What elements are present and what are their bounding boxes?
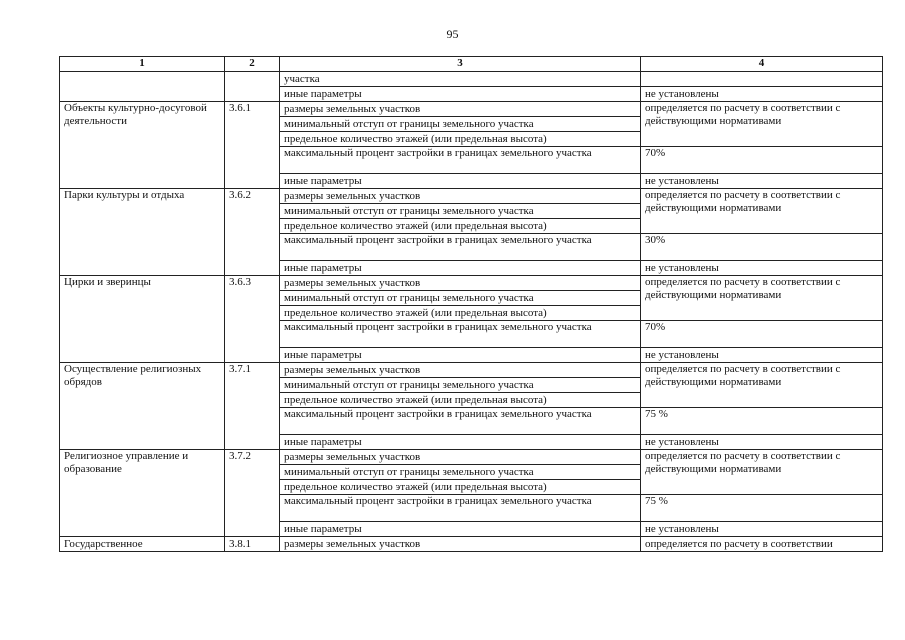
param-cell: минимальный отступ от границы земельного участка xyxy=(280,117,641,132)
value-cell: 75 % xyxy=(641,495,883,522)
table-row xyxy=(60,450,883,465)
use-type-code: 3.7.2 xyxy=(225,450,280,537)
use-type-name: Цирки и зверинцы xyxy=(60,276,225,363)
header-row xyxy=(60,57,883,72)
value-cell: 70% xyxy=(641,147,883,174)
table-row xyxy=(60,72,883,87)
value-cell: определяется по расчету в соответствии с действующими нормативами xyxy=(641,276,883,321)
param-cell: иные параметры xyxy=(280,348,641,363)
column-header-1: 1 xyxy=(60,57,225,72)
param-cell: максимальный процент застройки в границах земельного участка xyxy=(280,321,641,348)
param-cell: размеры земельных участков xyxy=(280,450,641,465)
use-type-code: 3.6.2 xyxy=(225,189,280,276)
param-cell: размеры земельных участков xyxy=(280,189,641,204)
param-cell: размеры земельных участков xyxy=(280,363,641,378)
use-type-code: 3.6.1 xyxy=(225,102,280,189)
param-cell: иные параметры xyxy=(280,174,641,189)
value-cell: не установлены xyxy=(641,174,883,189)
use-type-name: Парки культуры и отдыха xyxy=(60,189,225,276)
value-cell: определяется по расчету в соответствии с действующими нормативами xyxy=(641,102,883,147)
param-cell: предельное количество этажей (или предельная высота) xyxy=(280,219,641,234)
table-row xyxy=(60,363,883,378)
column-header-4: 4 xyxy=(641,57,883,72)
value-cell: определяется по расчету в соответствии с действующими нормативами xyxy=(641,450,883,495)
param-cell: минимальный отступ от границы земельного участка xyxy=(280,465,641,480)
param-cell: минимальный отступ от границы земельного участка xyxy=(280,378,641,393)
land-use-parameters-table xyxy=(59,56,883,552)
param-cell: максимальный процент застройки в границах земельного участка xyxy=(280,495,641,522)
table-row xyxy=(60,189,883,204)
param-cell: иные параметры xyxy=(280,261,641,276)
param-cell: предельное количество этажей (или предельная высота) xyxy=(280,480,641,495)
table-row xyxy=(60,102,883,117)
param-cell: максимальный процент застройки в границах земельного участка xyxy=(280,408,641,435)
use-type-code: 3.7.1 xyxy=(225,363,280,450)
page-number: 95 xyxy=(446,27,459,41)
use-type-code: 3.6.3 xyxy=(225,276,280,363)
value-cell: определяется по расчету в соответствии с действующими нормативами xyxy=(641,189,883,234)
param-cell: размеры земельных участков xyxy=(280,276,641,291)
column-header-3: 3 xyxy=(280,57,641,72)
value-cell: определяется по расчету в соответствии xyxy=(641,537,883,552)
param-cell: участка xyxy=(280,72,641,87)
continuation-code-cell xyxy=(225,72,280,102)
param-cell: предельное количество этажей (или предельная высота) xyxy=(280,132,641,147)
param-cell: минимальный отступ от границы земельного участка xyxy=(280,291,641,306)
use-type-name: Религиозное управление и образование xyxy=(60,450,225,537)
value-cell: не установлены xyxy=(641,87,883,102)
value-cell: 30% xyxy=(641,234,883,261)
use-type-name: Объекты культурно-досуговой деятельности xyxy=(60,102,225,189)
use-type-name: Государственное xyxy=(60,537,225,552)
param-cell: размеры земельных участков xyxy=(280,102,641,117)
continuation-name-cell xyxy=(60,72,225,102)
param-cell: иные параметры xyxy=(280,522,641,537)
use-type-code: 3.8.1 xyxy=(225,537,280,552)
param-cell: минимальный отступ от границы земельного участка xyxy=(280,204,641,219)
value-cell: 70% xyxy=(641,321,883,348)
param-cell: максимальный процент застройки в границах земельного участка xyxy=(280,147,641,174)
param-cell: максимальный процент застройки в границах земельного участка xyxy=(280,234,641,261)
param-cell: иные параметры xyxy=(280,435,641,450)
value-cell: не установлены xyxy=(641,261,883,276)
value-cell: не установлены xyxy=(641,435,883,450)
value-cell: не установлены xyxy=(641,348,883,363)
value-cell: определяется по расчету в соответствии с действующими нормативами xyxy=(641,363,883,408)
param-cell: предельное количество этажей (или предельная высота) xyxy=(280,306,641,321)
param-cell: размеры земельных участков xyxy=(280,537,641,552)
value-cell: 75 % xyxy=(641,408,883,435)
table-row xyxy=(60,276,883,291)
table-row xyxy=(60,537,883,552)
use-type-name: Осуществление религиозных обрядов xyxy=(60,363,225,450)
column-header-2: 2 xyxy=(225,57,280,72)
param-cell: предельное количество этажей (или предельная высота) xyxy=(280,393,641,408)
value-cell xyxy=(641,72,883,87)
value-cell: не установлены xyxy=(641,522,883,537)
param-cell: иные параметры xyxy=(280,87,641,102)
scan-edge-mark xyxy=(898,560,902,584)
